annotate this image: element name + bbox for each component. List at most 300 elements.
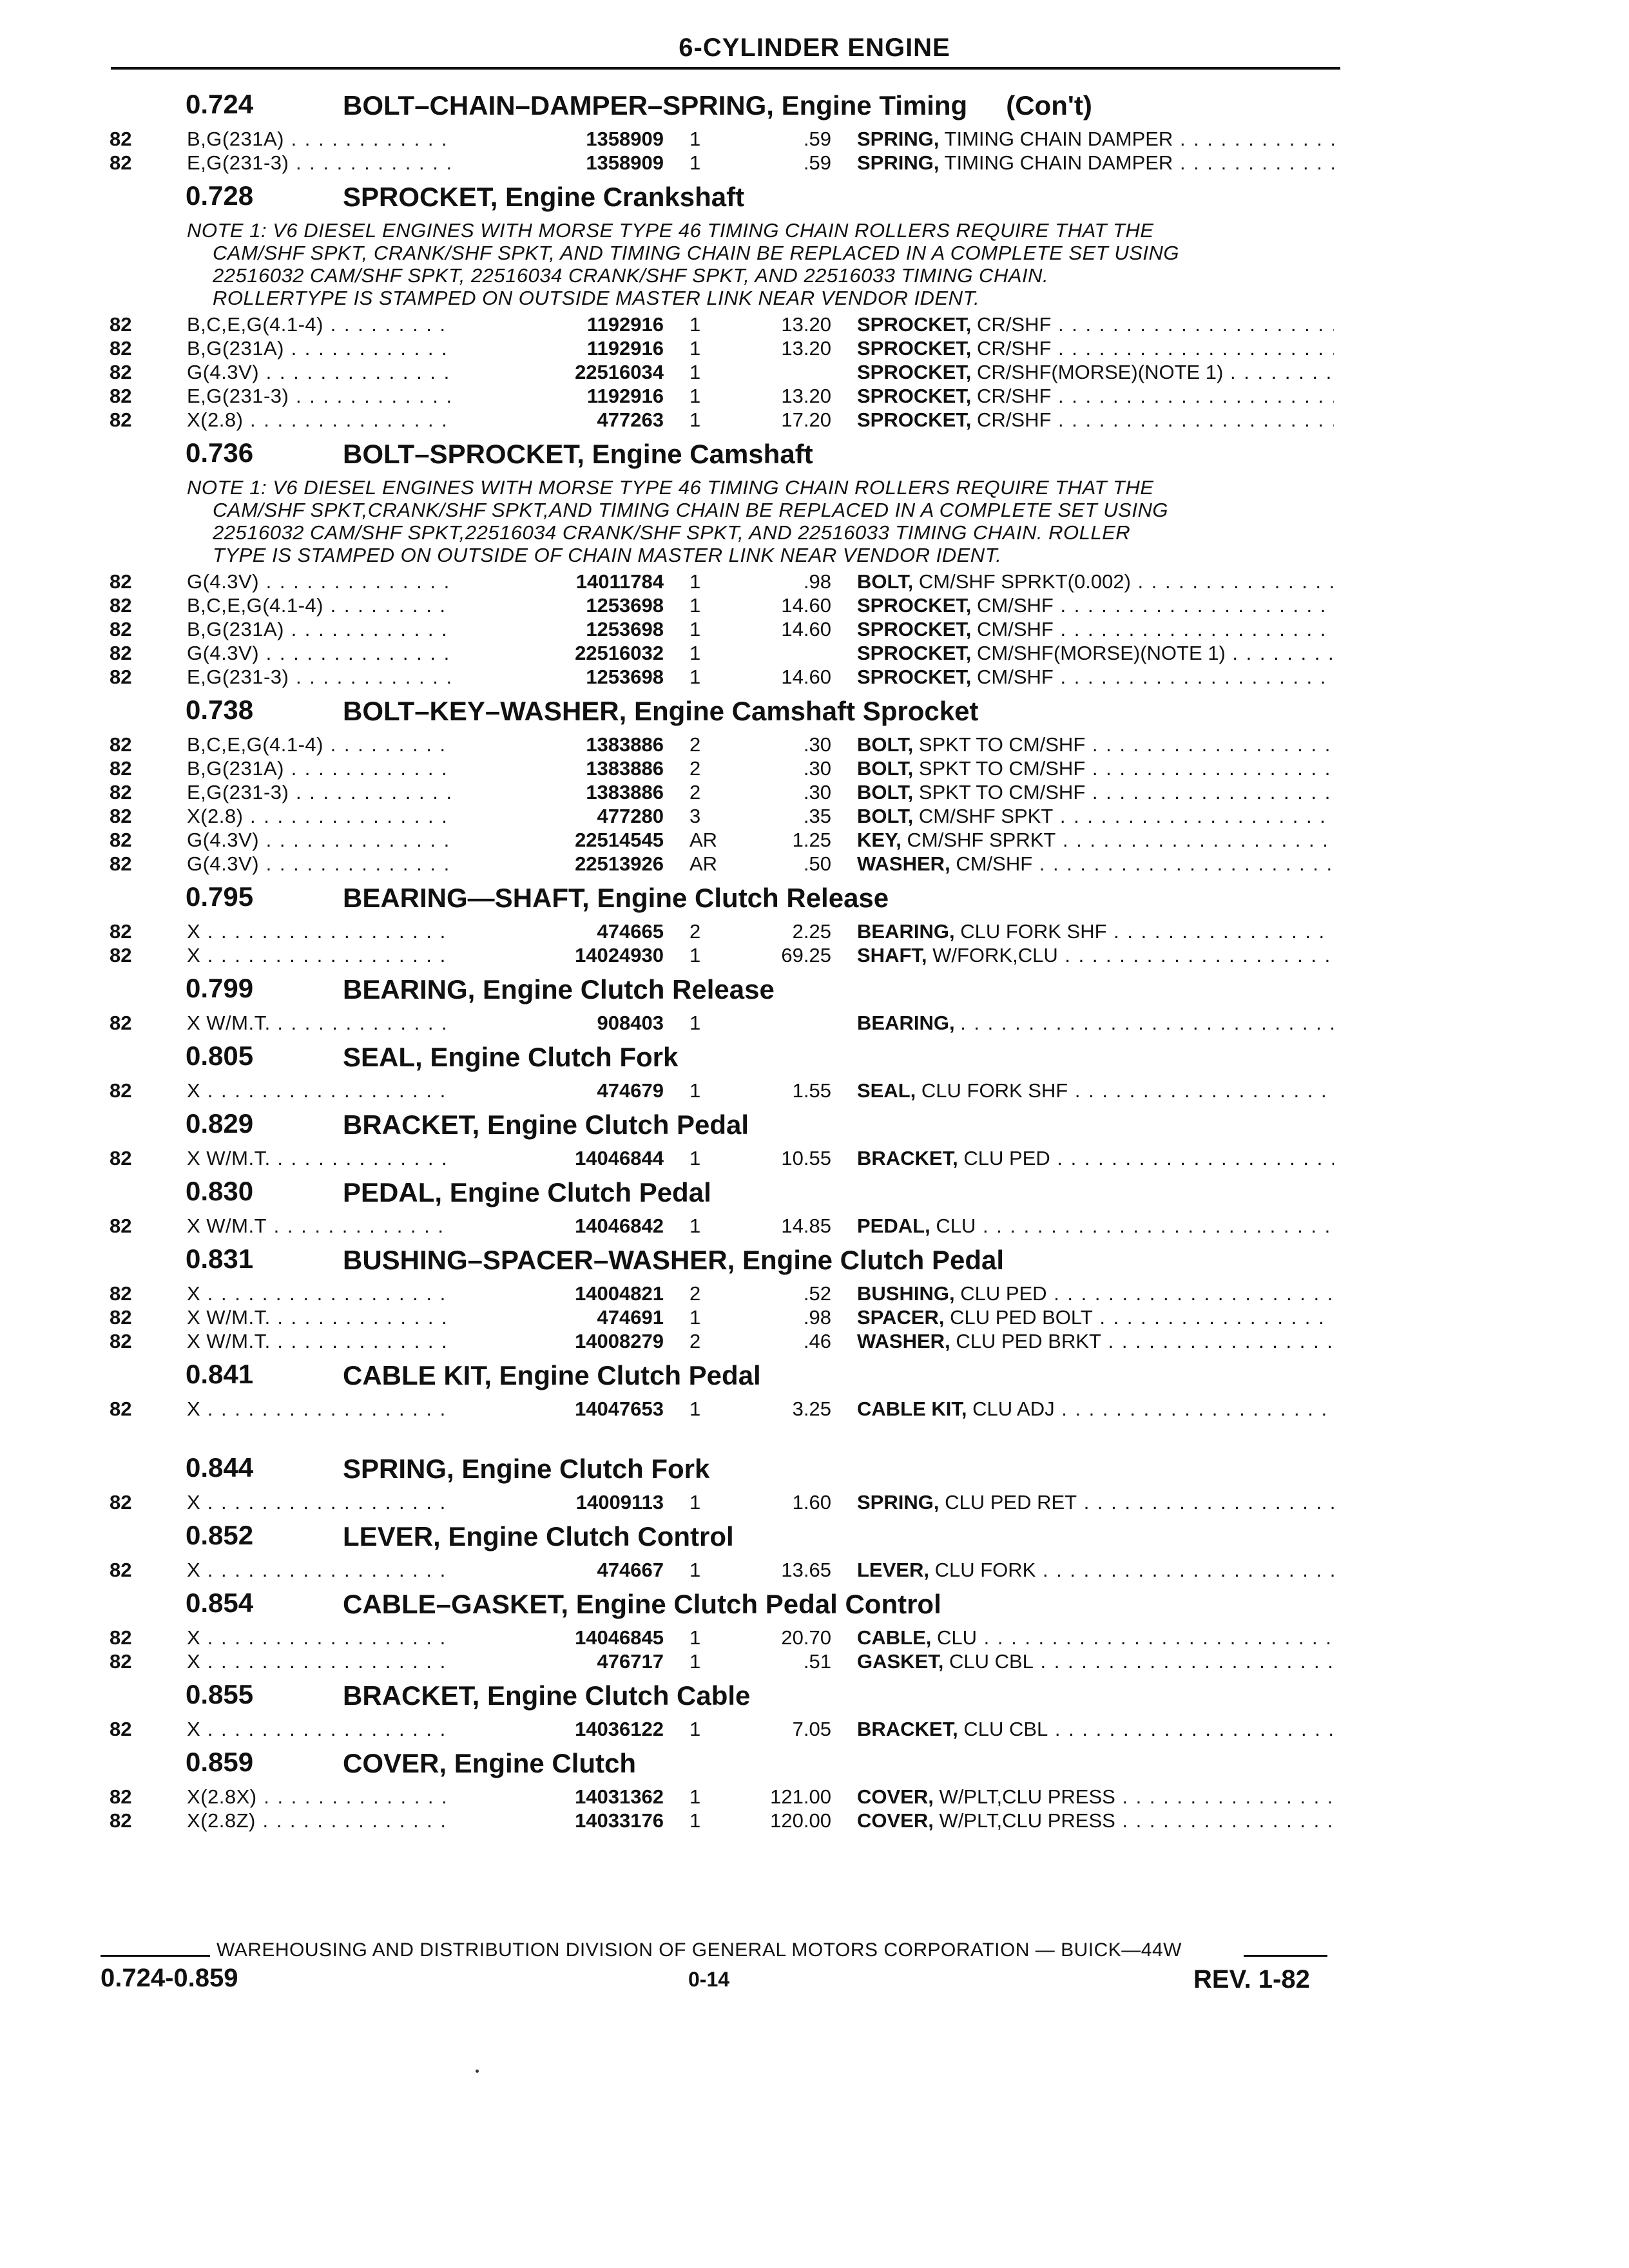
description <box>857 1785 1334 1809</box>
description-name: WASHER, <box>857 852 950 875</box>
description <box>857 594 1334 617</box>
model-year: 82 <box>110 733 132 756</box>
description <box>857 361 1334 384</box>
description-text: SPKT TO CM/SHF <box>918 733 1086 756</box>
quantity: 1 <box>689 337 701 360</box>
model-year: 82 <box>110 852 132 875</box>
section-title-sub: Engine Clutch Fork <box>430 1042 679 1072</box>
section-title-sub: Engine Camshaft Sprocket <box>633 696 979 726</box>
price: 10.55 <box>781 1147 831 1169</box>
part-row <box>0 733 1629 757</box>
quantity: 1 <box>689 1559 701 1581</box>
price: 120.00 <box>770 1809 831 1832</box>
section-code: 0.799 <box>186 973 254 1003</box>
part-row <box>0 1306 1629 1330</box>
description-text: CLU <box>936 1215 976 1237</box>
section-code: 0.738 <box>186 695 254 725</box>
model-year: 82 <box>110 920 132 943</box>
part-row <box>0 313 1629 337</box>
price: 1.25 <box>792 829 831 851</box>
section-code: 0.728 <box>186 180 254 211</box>
description-name: SPROCKET, <box>857 642 972 664</box>
section-title-main: BRACKET, <box>343 1110 480 1140</box>
section-title-main: BEARING—SHAFT, <box>343 883 590 913</box>
section-heading <box>0 432 1629 476</box>
section-title-sub: Engine Timing <box>781 90 968 120</box>
price: .59 <box>803 128 831 150</box>
description-text: CLU FORK SHF <box>921 1079 1068 1102</box>
section-title-sub: Engine Clutch Release <box>483 974 775 1004</box>
price: 14.60 <box>781 618 831 640</box>
description-text: CM/SHF <box>977 666 1054 688</box>
description-text: CLU PED RET <box>945 1491 1077 1514</box>
part-number: 477280 <box>451 805 664 828</box>
section-heading <box>0 1171 1629 1215</box>
description <box>857 1330 1334 1353</box>
section-heading <box>0 1103 1629 1147</box>
application: X(2.8X) . . . <box>187 1785 522 1809</box>
part-row <box>0 618 1629 642</box>
section-heading <box>0 1674 1629 1718</box>
description-text: CM/SHF <box>956 852 1033 875</box>
part-row <box>0 666 1629 689</box>
part-number: 1253698 <box>451 594 664 617</box>
application: X(2.8) . . . <box>187 408 522 432</box>
application: G(4.3V) . . . <box>187 852 522 876</box>
description <box>857 829 1334 852</box>
section-title-sub: Engine Clutch Release <box>597 883 889 913</box>
part-row <box>0 781 1629 805</box>
part-number: 14008279 <box>451 1330 664 1353</box>
description-name: BEARING, <box>857 1012 955 1034</box>
section-title <box>343 439 813 470</box>
description <box>857 1626 1334 1649</box>
description-name: BRACKET, <box>857 1718 958 1740</box>
quantity: 1 <box>689 408 701 431</box>
description <box>857 1215 1334 1238</box>
part-row <box>0 361 1629 385</box>
part-number: 14004821 <box>451 1282 664 1305</box>
application: X . . . <box>187 920 522 943</box>
quantity: 1 <box>689 361 701 383</box>
description <box>857 642 1334 665</box>
model-year: 82 <box>110 944 132 966</box>
description-text: CLU ADJ <box>972 1398 1055 1420</box>
description-name: SPROCKET, <box>857 385 972 407</box>
description-name: BEARING, <box>857 920 955 943</box>
part-row <box>0 1398 1629 1421</box>
section-code: 0.844 <box>186 1452 254 1483</box>
description <box>857 313 1334 336</box>
catalog-section <box>0 1742 1629 1833</box>
quantity: 1 <box>689 1718 701 1740</box>
footer-rule-right <box>1244 1955 1327 1957</box>
catalog-section <box>0 1674 1629 1742</box>
application: X . . . <box>187 1282 522 1305</box>
description-name: SPROCKET, <box>857 594 972 617</box>
description-text: CLU PED <box>963 1147 1050 1169</box>
part-row <box>0 805 1629 829</box>
description-text: CR/SHF <box>977 337 1052 360</box>
part-number: 1253698 <box>451 618 664 641</box>
section-title <box>343 1245 1004 1276</box>
section-title-sub: Engine Clutch Control <box>448 1521 734 1552</box>
note-line: ROLLERTYPE IS STAMPED ON OUTSIDE MASTER LINK NEAR VENDOR IDENT. <box>213 287 980 309</box>
description <box>857 1559 1334 1582</box>
section-title-main: COVER, <box>343 1748 447 1778</box>
catalog-section <box>0 1354 1629 1421</box>
description-name: BOLT, <box>857 805 914 827</box>
description-text: W/PLT,CLU PRESS <box>939 1785 1115 1808</box>
application: X(2.8) . . . <box>187 805 522 828</box>
price: 13.65 <box>781 1559 831 1581</box>
model-year: 82 <box>110 805 132 827</box>
section-heading <box>0 1035 1629 1079</box>
catalog-section <box>0 432 1629 689</box>
model-year: 82 <box>110 313 132 336</box>
price: 14.60 <box>781 666 831 688</box>
section-title-main: SEAL, <box>343 1042 423 1072</box>
description-name: SPROCKET, <box>857 618 972 640</box>
description-text: W/PLT,CLU PRESS <box>939 1809 1115 1832</box>
catalog-section <box>0 1582 1629 1674</box>
section-title-main: CABLE–GASKET, <box>343 1589 569 1619</box>
description-name: SPRING, <box>857 1491 940 1514</box>
description-name: BUSHING, <box>857 1282 955 1305</box>
catalog-section <box>0 1238 1629 1354</box>
description-name: PEDAL, <box>857 1215 930 1237</box>
application: G(4.3V) . . . <box>187 829 522 852</box>
description-name: SPROCKET, <box>857 666 972 688</box>
price: .30 <box>803 733 831 756</box>
catalog-section <box>0 1171 1629 1238</box>
description-text: CM/SHF(MORSE)(NOTE 1) <box>977 642 1226 664</box>
description-text: CM/SHF SPRKT(0.002) <box>918 570 1131 593</box>
catalog-section <box>0 1103 1629 1171</box>
description-text: CLU <box>937 1626 978 1649</box>
quantity: 1 <box>689 1215 701 1237</box>
quantity: 1 <box>689 1079 701 1102</box>
section-title-main: SPROCKET, <box>343 182 498 212</box>
part-row <box>0 642 1629 666</box>
description-name: WASHER, <box>857 1330 950 1352</box>
note-line: CAM/SHF SPKT,CRANK/SHF SPKT,AND TIMING CHAIN BE REPLACED IN A COMPLETE SET USING <box>213 499 1168 521</box>
application: X W/M.T. . . . <box>187 1306 522 1329</box>
model-year: 82 <box>110 1785 132 1808</box>
application: X . . . <box>187 1398 522 1421</box>
application: E,G(231-3) . . . <box>187 385 522 408</box>
description-name: SEAL, <box>857 1079 916 1102</box>
section-heading <box>0 968 1629 1012</box>
section-title-main: BOLT–CHAIN–DAMPER–SPRING, <box>343 90 774 120</box>
part-number: 1253698 <box>451 666 664 689</box>
model-year: 82 <box>110 666 132 688</box>
description-name: SPROCKET, <box>857 337 972 360</box>
quantity: 1 <box>689 944 701 966</box>
quantity: 1 <box>689 1398 701 1420</box>
description <box>857 1491 1334 1514</box>
section-title-main: PEDAL, <box>343 1177 443 1207</box>
model-year: 82 <box>110 408 132 431</box>
description-text: CLU PED BOLT <box>950 1306 1093 1329</box>
section-heading <box>0 1582 1629 1626</box>
part-row <box>0 1626 1629 1650</box>
application: B,C,E,G(4.1-4) . . . <box>187 594 522 617</box>
description <box>857 385 1334 408</box>
catalog-section <box>0 1515 1629 1582</box>
part-number: 1192916 <box>451 313 664 336</box>
price: .30 <box>803 781 831 803</box>
part-number: 474665 <box>451 920 664 943</box>
model-year: 82 <box>110 1306 132 1329</box>
description-name: SPROCKET, <box>857 408 972 431</box>
section-heading <box>0 1742 1629 1785</box>
price: 1.55 <box>792 1079 831 1102</box>
model-year: 82 <box>110 781 132 803</box>
price: 13.20 <box>781 337 831 360</box>
part-number: 22516032 <box>451 642 664 665</box>
section-code: 0.854 <box>186 1588 254 1618</box>
section-code: 0.736 <box>186 437 254 468</box>
section-title <box>343 883 889 914</box>
quantity: 1 <box>689 151 701 174</box>
part-number: 474679 <box>451 1079 664 1102</box>
catalog-section <box>0 968 1629 1035</box>
section-title <box>343 1521 734 1552</box>
section-title <box>343 696 978 727</box>
price: 20.70 <box>781 1626 831 1649</box>
section-code: 0.795 <box>186 881 254 912</box>
section-heading <box>0 84 1629 128</box>
quantity: 1 <box>689 1147 701 1169</box>
part-row <box>0 1330 1629 1354</box>
part-number: 908403 <box>451 1012 664 1035</box>
description-text: CLU FORK <box>934 1559 1036 1581</box>
section-title-sub: Engine Clutch <box>454 1748 637 1778</box>
quantity: 1 <box>689 618 701 640</box>
description-text: CLU CBL <box>949 1650 1034 1673</box>
quantity: 3 <box>689 805 701 827</box>
application: B,G(231A) . . . <box>187 337 522 360</box>
section-title <box>343 1177 711 1208</box>
quantity: 1 <box>689 385 701 407</box>
description-name: SHAFT, <box>857 944 927 966</box>
part-row <box>0 1809 1629 1833</box>
catalog-section <box>0 84 1629 175</box>
section-title-sub: Engine Clutch Cable <box>487 1680 751 1711</box>
section-title <box>343 90 1092 121</box>
quantity: 2 <box>689 733 701 756</box>
application: X . . . <box>187 1559 522 1582</box>
description-name: SPACER, <box>857 1306 945 1329</box>
parts-list <box>0 84 1629 1833</box>
part-row <box>0 337 1629 361</box>
description-text: CR/SHF(MORSE)(NOTE 1) <box>977 361 1224 383</box>
description-text: CLU CBL <box>963 1718 1048 1740</box>
description-text: TIMING CHAIN DAMPER <box>944 151 1173 174</box>
price: 14.60 <box>781 594 831 617</box>
part-row <box>0 594 1629 618</box>
note-line: 22516032 CAM/SHF SPKT,22516034 CRANK/SHF SPKT, AND 22516033 TIMING CHAIN. ROLLER <box>213 521 1131 544</box>
model-year: 82 <box>110 1559 132 1581</box>
description-text: CM/SHF SPRKT <box>907 829 1056 851</box>
note-line: 22516032 CAM/SHF SPKT, 22516034 CRANK/SHF SPKT, AND 22516033 TIMING CHAIN. <box>213 264 1049 287</box>
part-number: 14011784 <box>451 570 664 593</box>
part-number: 1192916 <box>451 385 664 408</box>
description-name: LEVER, <box>857 1559 929 1581</box>
section-title <box>343 1680 750 1711</box>
page-title: 6-CYLINDER ENGINE <box>679 34 950 62</box>
part-number: 14036122 <box>451 1718 664 1741</box>
price: 17.20 <box>781 408 831 431</box>
part-row <box>0 128 1629 151</box>
part-row <box>0 1785 1629 1809</box>
price: 2.25 <box>792 920 831 943</box>
model-year: 82 <box>110 1650 132 1673</box>
description <box>857 151 1334 175</box>
part-number: 14031362 <box>451 1785 664 1809</box>
quantity: 2 <box>689 757 701 780</box>
part-number: 14024930 <box>451 944 664 967</box>
section-title-sub: Engine Clutch Pedal Control <box>575 1589 941 1619</box>
description-name: KEY, <box>857 829 901 851</box>
catalog-section <box>0 175 1629 432</box>
application: X . . . <box>187 944 522 967</box>
description <box>857 1650 1334 1673</box>
description <box>857 852 1334 876</box>
description-name: CABLE KIT, <box>857 1398 967 1420</box>
section-code: 0.859 <box>186 1747 254 1777</box>
section-code: 0.855 <box>186 1679 254 1709</box>
quantity: AR <box>689 852 718 875</box>
application: G(4.3V) . . . <box>187 570 522 593</box>
part-row <box>0 944 1629 968</box>
application: B,G(231A) . . . <box>187 618 522 641</box>
section-title-sub: Engine Crankshaft <box>505 182 745 212</box>
description-name: COVER, <box>857 1785 934 1808</box>
description <box>857 1079 1334 1102</box>
part-row <box>0 1718 1629 1742</box>
part-number: 1383886 <box>451 757 664 780</box>
quantity: 2 <box>689 920 701 943</box>
section-code: 0.830 <box>186 1176 254 1206</box>
description <box>857 1398 1334 1421</box>
description <box>857 944 1334 967</box>
section-code: 0.805 <box>186 1041 254 1071</box>
quantity: 2 <box>689 1282 701 1305</box>
application: X . . . <box>187 1718 522 1741</box>
part-number: 474691 <box>451 1306 664 1329</box>
price: 3.25 <box>792 1398 831 1420</box>
description <box>857 666 1334 689</box>
model-year: 82 <box>110 1147 132 1169</box>
section-title <box>343 974 775 1005</box>
application: X . . . <box>187 1079 522 1102</box>
price: .59 <box>803 151 831 174</box>
catalog-section <box>0 876 1629 968</box>
description-name: SPROCKET, <box>857 313 972 336</box>
description-text: CM/SHF <box>977 618 1054 640</box>
section-note <box>187 219 1321 313</box>
part-row <box>0 1559 1629 1582</box>
section-title-main: SPRING, <box>343 1454 454 1484</box>
description-name: BOLT, <box>857 757 914 780</box>
quantity: 1 <box>689 1809 701 1832</box>
model-year: 82 <box>110 128 132 150</box>
page-number: 0-14 <box>688 1968 730 1991</box>
model-year: 82 <box>110 361 132 383</box>
model-year: 82 <box>110 618 132 640</box>
model-year: 82 <box>110 594 132 617</box>
description-text: CM/SHF SPKT <box>918 805 1054 827</box>
part-number: 1358909 <box>451 151 664 175</box>
description <box>857 1147 1334 1170</box>
section-title-main: BEARING, <box>343 974 476 1004</box>
model-year: 82 <box>110 1491 132 1514</box>
price: .50 <box>803 852 831 875</box>
section-code: 0.852 <box>186 1520 254 1550</box>
description <box>857 618 1334 641</box>
model-year: 82 <box>110 570 132 593</box>
part-number: 22514545 <box>451 829 664 852</box>
description <box>857 570 1334 593</box>
part-number: 1358909 <box>451 128 664 151</box>
catalog-section <box>0 1447 1629 1515</box>
section-heading <box>0 1515 1629 1559</box>
model-year: 82 <box>110 385 132 407</box>
section-title-main: BOLT–KEY–WASHER, <box>343 696 627 726</box>
section-title-sub: Engine Camshaft <box>592 439 813 469</box>
application: X W/M.T. . . . <box>187 1330 522 1353</box>
footer-division: WAREHOUSING AND DISTRIBUTION DIVISION OF GENERAL MOTORS CORPORATION — BUICK—44W <box>217 1939 1182 1961</box>
description-name: SPROCKET, <box>857 361 972 383</box>
note-line: NOTE 1: V6 DIESEL ENGINES WITH MORSE TYPE 46 TIMING CHAIN ROLLERS REQUIRE THAT THE <box>187 219 1154 242</box>
model-year: 82 <box>110 1809 132 1832</box>
model-year: 82 <box>110 151 132 174</box>
note-line: NOTE 1: V6 DIESEL ENGINES WITH MORSE TYPE 46 TIMING CHAIN ROLLERS REQUIRE THAT THE <box>187 476 1154 499</box>
description-text: CLU PED <box>960 1282 1047 1305</box>
description-text: W/FORK,CLU <box>932 944 1058 966</box>
section-title-sub: Engine Clutch Pedal <box>742 1245 1005 1275</box>
part-number: 474667 <box>451 1559 664 1582</box>
quantity: AR <box>689 829 718 851</box>
application: X(2.8Z) . . . <box>187 1809 522 1832</box>
section-title-main: BRACKET, <box>343 1680 480 1711</box>
part-number: 14046844 <box>451 1147 664 1170</box>
price: 13.20 <box>781 385 831 407</box>
section-code: 0.829 <box>186 1108 254 1139</box>
description <box>857 781 1334 804</box>
description-name: BRACKET, <box>857 1147 958 1169</box>
part-number: 1383886 <box>451 733 664 756</box>
quantity: 1 <box>689 1626 701 1649</box>
print-speck <box>476 2070 479 2073</box>
application: E,G(231-3) . . . <box>187 151 522 175</box>
application: X . . . <box>187 1650 522 1673</box>
description-name: CABLE, <box>857 1626 932 1649</box>
part-row <box>0 1215 1629 1238</box>
application: X . . . <box>187 1626 522 1649</box>
quantity: 2 <box>689 781 701 803</box>
price: .51 <box>803 1650 831 1673</box>
section-heading <box>0 175 1629 219</box>
model-year: 82 <box>110 1282 132 1305</box>
section-title <box>343 1748 636 1779</box>
model-year: 82 <box>110 1079 132 1102</box>
quantity: 1 <box>689 128 701 150</box>
description-name: COVER, <box>857 1809 934 1832</box>
part-number: 14046845 <box>451 1626 664 1649</box>
